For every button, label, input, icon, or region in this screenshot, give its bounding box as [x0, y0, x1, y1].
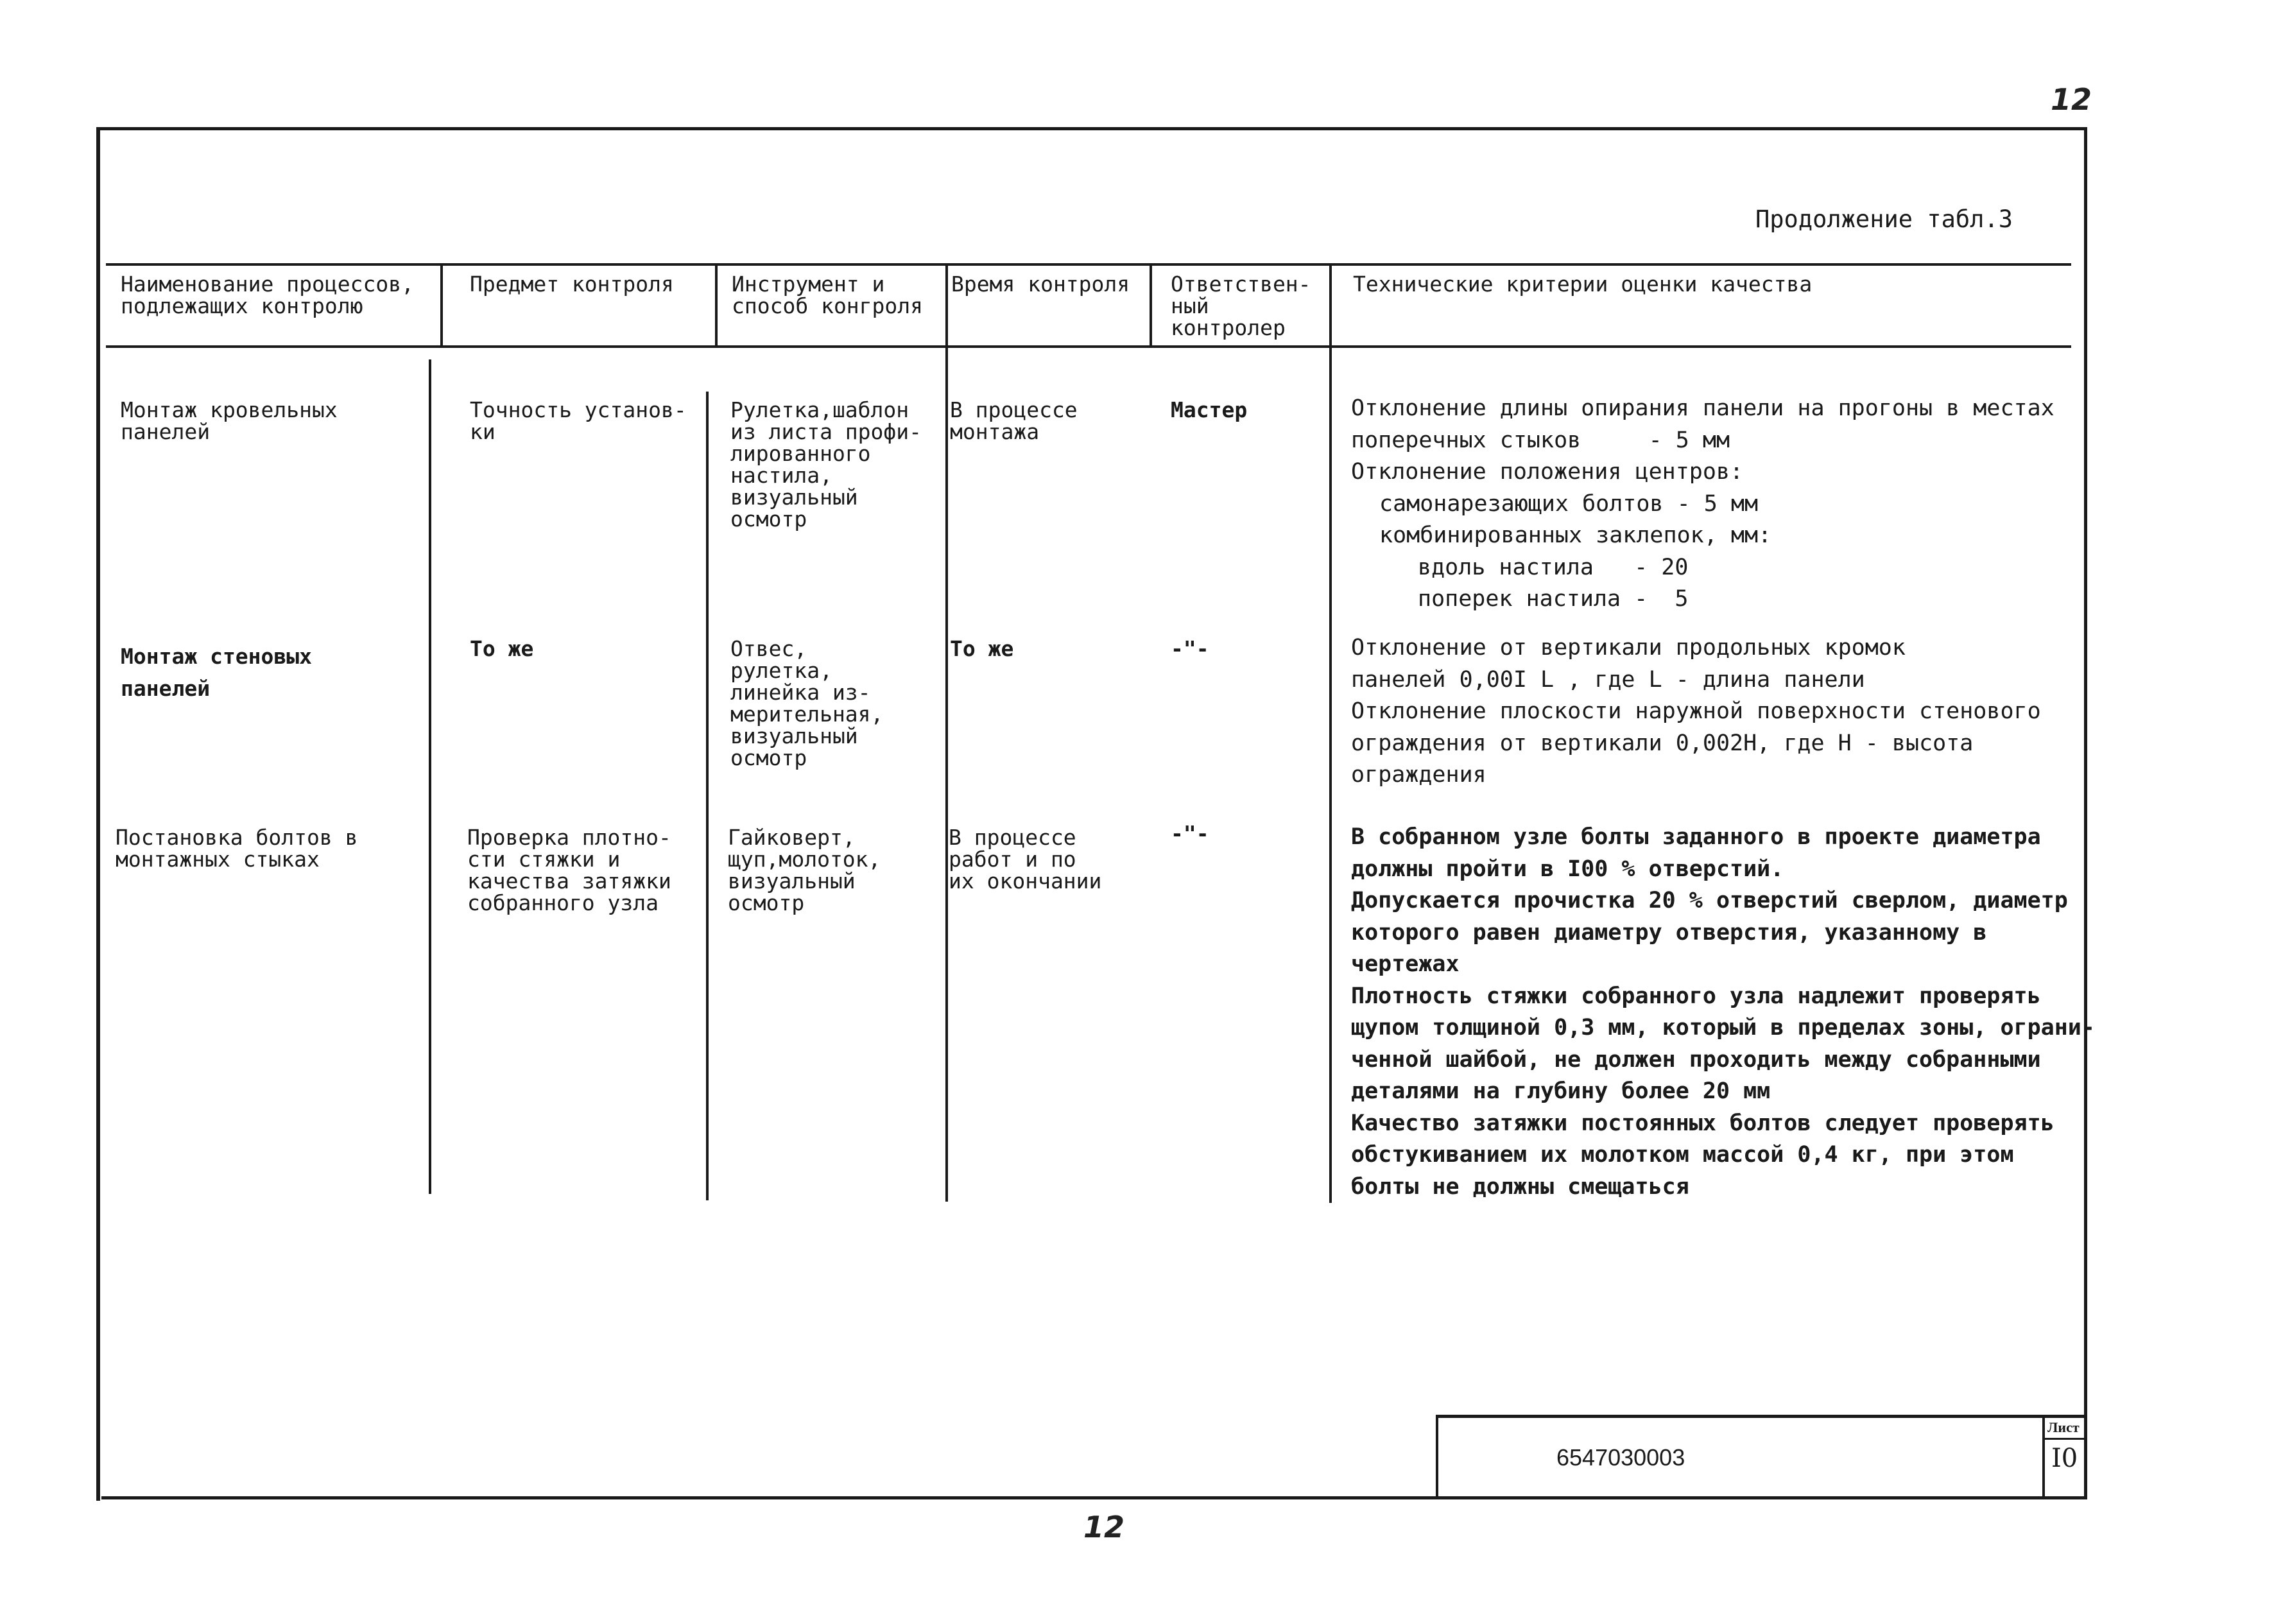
- row-1-criteria-line: вдоль настила - 20: [1418, 554, 1689, 580]
- row-1-responsible: Мастер: [1171, 397, 1248, 422]
- column-separator-2: [715, 264, 718, 347]
- row-1-tool: Рулетка,шаблон из листа профи- лированного настила, визуальный осмотр: [730, 397, 922, 531]
- row-2-criteria-line: ограждения от вертикали 0,002Н, где Н - высота: [1351, 730, 1974, 756]
- row-3-criteria-line: ченной шайбой, не должен проходить между собранными: [1351, 1046, 2041, 1073]
- row-1-criteria-line: поперек настила - 5: [1418, 586, 1689, 612]
- column-separator-2-body: [706, 392, 709, 1200]
- row-2-criteria-line: Отклонение от вертикали продольных кромок: [1351, 635, 1906, 661]
- header-tool: Инструмент и способ конгроля: [732, 272, 924, 318]
- column-separator-1: [440, 264, 443, 347]
- row-3-criteria-line: деталями на глубину более 20 мм: [1351, 1078, 1771, 1104]
- row-2-time: То же: [950, 636, 1014, 661]
- row-1-criteria-line: комбинированных заклепок, мм:: [1379, 523, 1772, 548]
- column-separator-3: [945, 264, 948, 1202]
- header-time: Время контроля: [951, 272, 1130, 297]
- row-1-criteria: [1351, 393, 2096, 616]
- row-3-criteria-line: чертежах: [1351, 951, 1460, 977]
- row-1-criteria-line: поперечных стыков - 5 мм: [1351, 427, 1730, 453]
- frame-left: [96, 127, 100, 1501]
- row-2-responsible: -"-: [1171, 636, 1209, 661]
- frame-top: [96, 127, 2087, 130]
- page-number-top: 12: [2051, 82, 2092, 117]
- frame-right: [2084, 127, 2087, 1499]
- row-3-criteria-line: щупом толщиной 0,3 мм, который в пределах зоны, ограни-: [1351, 1015, 2095, 1041]
- row-3-criteria: [1351, 822, 2096, 1203]
- row-3-criteria-line: В собранном узле болты заданного в проекте диаметра: [1351, 824, 2041, 850]
- row-3-criteria-line: Допускается прочистка 20 % отверстий сверлом, диаметр: [1351, 888, 2068, 913]
- column-separator-5: [1329, 264, 1332, 1203]
- header-subject: Предмет контроля: [470, 272, 674, 297]
- table-header-top-rule: [106, 263, 2071, 266]
- row-2-tool: Отвес, рулетка, линейка из- мерительная, визуальный осмотр: [730, 636, 884, 770]
- row-3-tool: Гайковерт, щуп,молоток, визуальный осмотр: [728, 825, 881, 915]
- row-3-criteria-line: которого равен диаметру отверстия, указанному в: [1351, 919, 1987, 946]
- sheet-label: Лист: [2047, 1419, 2080, 1435]
- row-3-criteria-line: Качество затяжки постоянных болтов следует проверять: [1351, 1110, 2054, 1136]
- table-header-bottom-rule: [106, 345, 2071, 348]
- row-1-criteria-line: Отклонение длины опирания панели на прогоны в местах: [1351, 395, 2054, 421]
- sheet-number: I0: [2051, 1444, 2078, 1473]
- frame-bottom: [101, 1496, 2087, 1499]
- header-responsible: Ответствен- ный контролер: [1171, 272, 1311, 340]
- column-separator-1-body: [429, 359, 431, 1194]
- row-2-subject: То же: [470, 636, 534, 661]
- row-3-criteria-line: обстукиванием их молотком массой 0,4 кг, при этом: [1351, 1142, 2014, 1168]
- stamp-sheet-label-rule: [2045, 1438, 2085, 1440]
- row-2-criteria: [1351, 632, 2096, 791]
- row-1-process: Монтаж кровельных панелей: [121, 397, 338, 444]
- row-3-subject: Проверка плотно- сти стяжки и качества затяжки собранного узла: [467, 825, 671, 915]
- header-criteria: Технические критерии оценки качества: [1353, 272, 1813, 297]
- row-3-time: В процессе работ и по их окончании: [949, 825, 1102, 894]
- stamp-sheet-divider: [2042, 1415, 2045, 1498]
- row-1-criteria-line: самонарезающих болтов - 5 мм: [1379, 490, 1759, 517]
- row-3-criteria-line: должны пройти в I00 % отверстий.: [1351, 856, 1784, 882]
- row-1-time: В процессе монтажа: [950, 397, 1078, 444]
- document-code: 6547030003: [1556, 1444, 1685, 1471]
- header-process: Наименование процессов, подлежащих контролю: [121, 272, 414, 318]
- stamp-top-rule: [1436, 1415, 2087, 1418]
- row-2-process: Монтаж стеновых панелей: [121, 644, 313, 701]
- row-1-subject: Точность установ- ки: [470, 397, 687, 444]
- row-3-process: Постановка болтов в монтажных стыках: [116, 825, 358, 872]
- page-number-bottom: 12: [1083, 1510, 1125, 1544]
- row-2-criteria-line: панелей 0,00I L , где L - длина панели: [1351, 666, 1865, 693]
- row-1-criteria-line: Отклонение положения центров:: [1351, 459, 1744, 485]
- row-3-criteria-line: болты не должны смещаться: [1351, 1173, 1689, 1200]
- row-2-criteria-line: Отклонение плоскости наружной поверхности стенового: [1351, 698, 2041, 724]
- row-2-criteria-line: ограждения: [1351, 762, 1486, 788]
- stamp-left-rule: [1436, 1415, 1438, 1498]
- row-3-criteria-line: Плотность стяжки собранного узла надлежит проверять: [1351, 983, 2041, 1009]
- row-3-responsible: -"-: [1171, 821, 1209, 846]
- table-caption: Продолжение табл.3: [1755, 205, 2013, 233]
